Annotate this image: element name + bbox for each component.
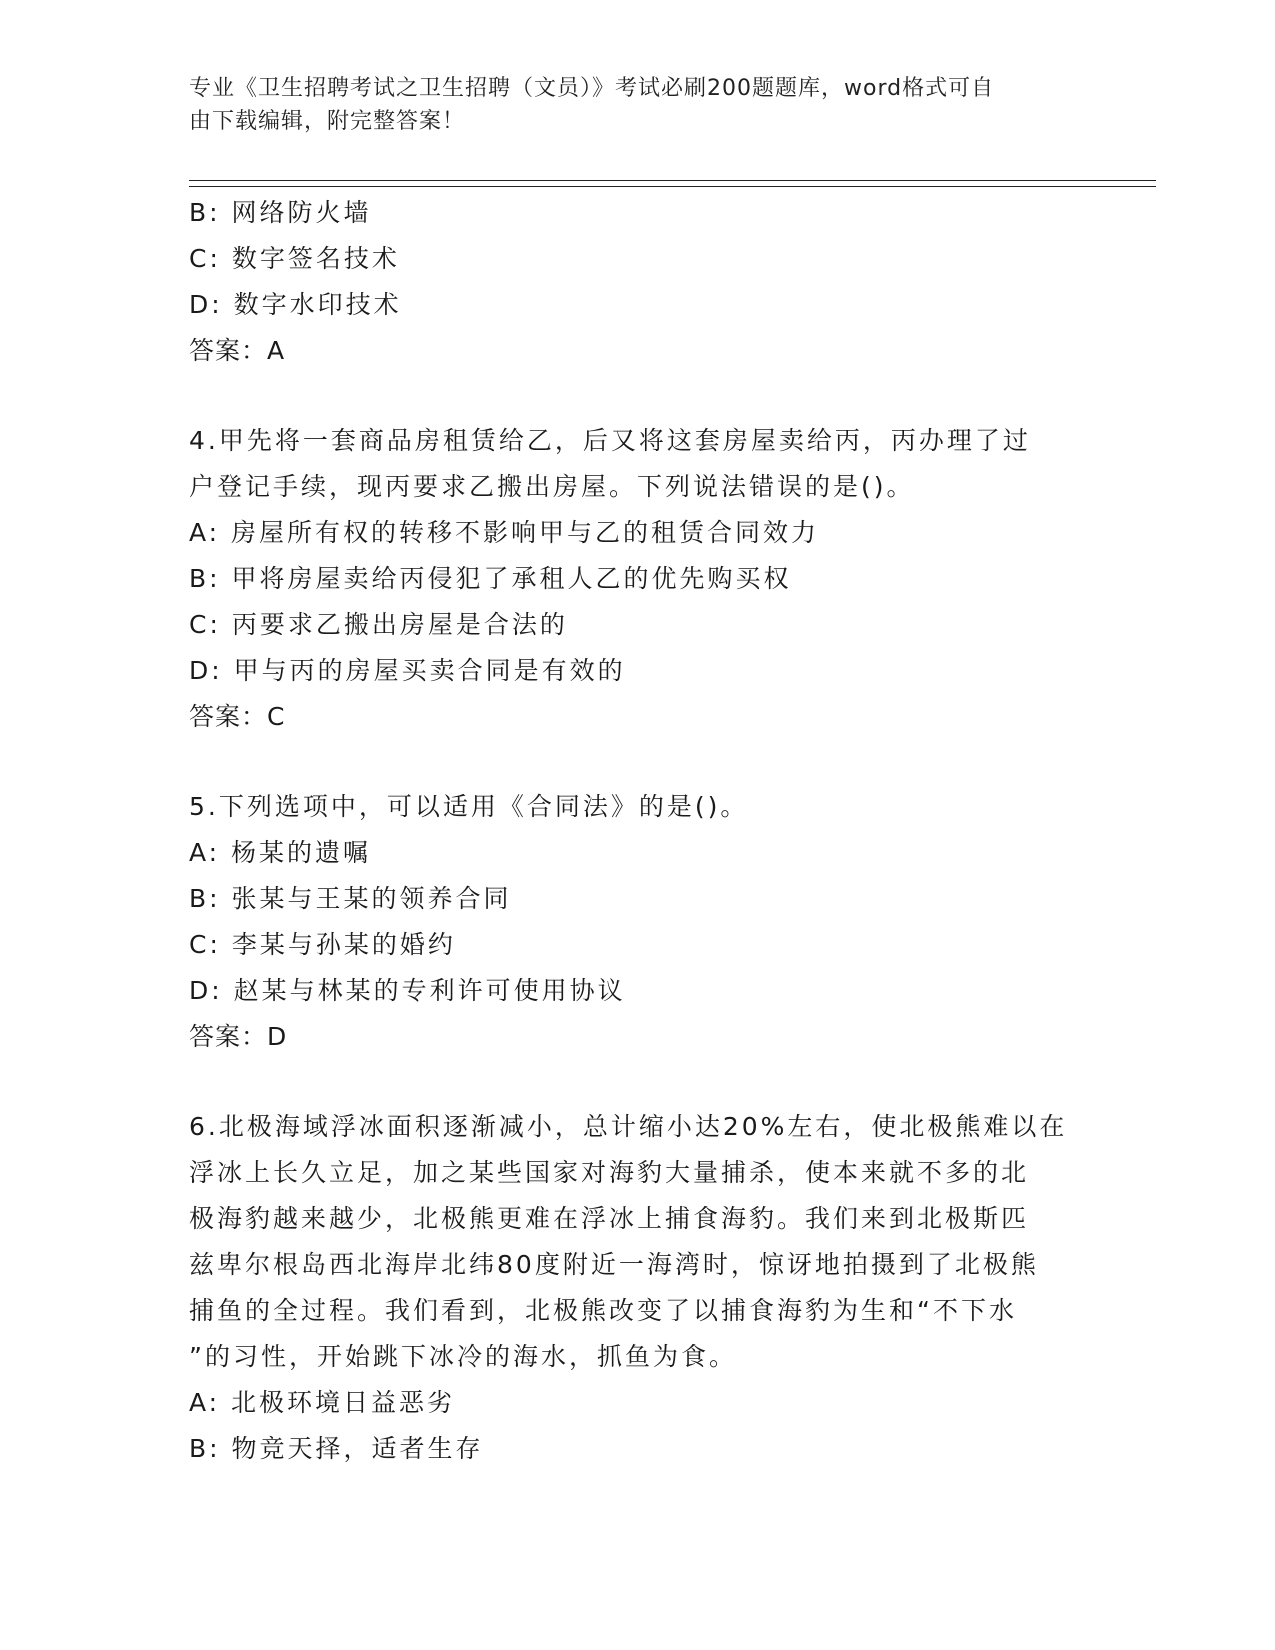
document-header — [189, 72, 1089, 138]
q4-stem-line-2: 户登记手续，现丙要求乙搬出房屋。下列说法错误的是()。 — [189, 472, 915, 501]
q4-stem-line-1: 4.甲先将一套商品房租赁给乙，后又将这套房屋卖给丙，丙办理了过 — [189, 426, 1031, 455]
header-divider-top — [189, 180, 1156, 181]
q6-stem-line-2: 浮冰上长久立足，加之某些国家对海豹大量捕杀，使本来就不多的北 — [189, 1158, 1030, 1187]
q3-answer: 答案：A — [189, 336, 286, 365]
q5-option-b: B: 张某与王某的领养合同 — [189, 884, 512, 913]
q6-option-b: B: 物竞天择，适者生存 — [189, 1434, 484, 1463]
q4-option-c: C: 丙要求乙搬出房屋是合法的 — [189, 610, 568, 639]
question-5 — [189, 784, 1089, 1060]
q3-option-c: C: 数字签名技术 — [189, 244, 400, 273]
q4-answer: 答案：C — [189, 702, 286, 731]
q6-stem-line-3: 极海豹越来越少，北极熊更难在浮冰上捕食海豹。我们来到北极斯匹 — [189, 1204, 1030, 1233]
q3-option-b: B: 网络防火墙 — [189, 198, 372, 227]
q4-option-a: A: 房屋所有权的转移不影响甲与乙的租赁合同效力 — [189, 518, 820, 547]
spacer — [189, 374, 1089, 418]
q4-option-d: D: 甲与丙的房屋买卖合同是有效的 — [189, 656, 626, 685]
question-4 — [189, 418, 1089, 740]
question-6 — [189, 1104, 1089, 1472]
header-line-1: 专业《卫生招聘考试之卫生招聘（文员）》考试必刷200题题库，word格式可自 — [189, 76, 995, 101]
q5-stem-line-1: 5.下列选项中，可以适用《合同法》的是()。 — [189, 792, 749, 821]
q4-option-b: B: 甲将房屋卖给丙侵犯了承租人乙的优先购买权 — [189, 564, 792, 593]
q6-stem-line-1: 6.北极海域浮冰面积逐渐减小，总计缩小达20%左右，使北极熊难以在 — [189, 1112, 1068, 1141]
q3-option-d: D: 数字水印技术 — [189, 290, 402, 319]
spacer — [189, 1060, 1089, 1104]
q6-stem-line-5: 捕鱼的全过程。我们看到，北极熊改变了以捕食海豹为生和“不下水 — [189, 1296, 1017, 1325]
q6-stem-line-6: ”的习性，开始跳下冰冷的海水，抓鱼为食。 — [189, 1342, 737, 1371]
q6-option-a: A: 北极环境日益恶劣 — [189, 1388, 456, 1417]
q6-stem-line-4: 兹卑尔根岛西北海岸北纬80度附近一海湾时，惊讶地拍摄到了北极熊 — [189, 1250, 1039, 1279]
q5-option-a: A: 杨某的遗嘱 — [189, 838, 372, 867]
spacer — [189, 740, 1089, 784]
header-divider-bottom — [189, 186, 1156, 187]
q5-option-c: C: 李某与孙某的婚约 — [189, 930, 456, 959]
question-3 — [189, 190, 1089, 374]
q5-option-d: D: 赵某与林某的专利许可使用协议 — [189, 976, 626, 1005]
header-line-2: 由下载编辑，附完整答案！ — [189, 109, 466, 134]
question-list — [189, 190, 1089, 1472]
q5-answer: 答案：D — [189, 1022, 288, 1051]
